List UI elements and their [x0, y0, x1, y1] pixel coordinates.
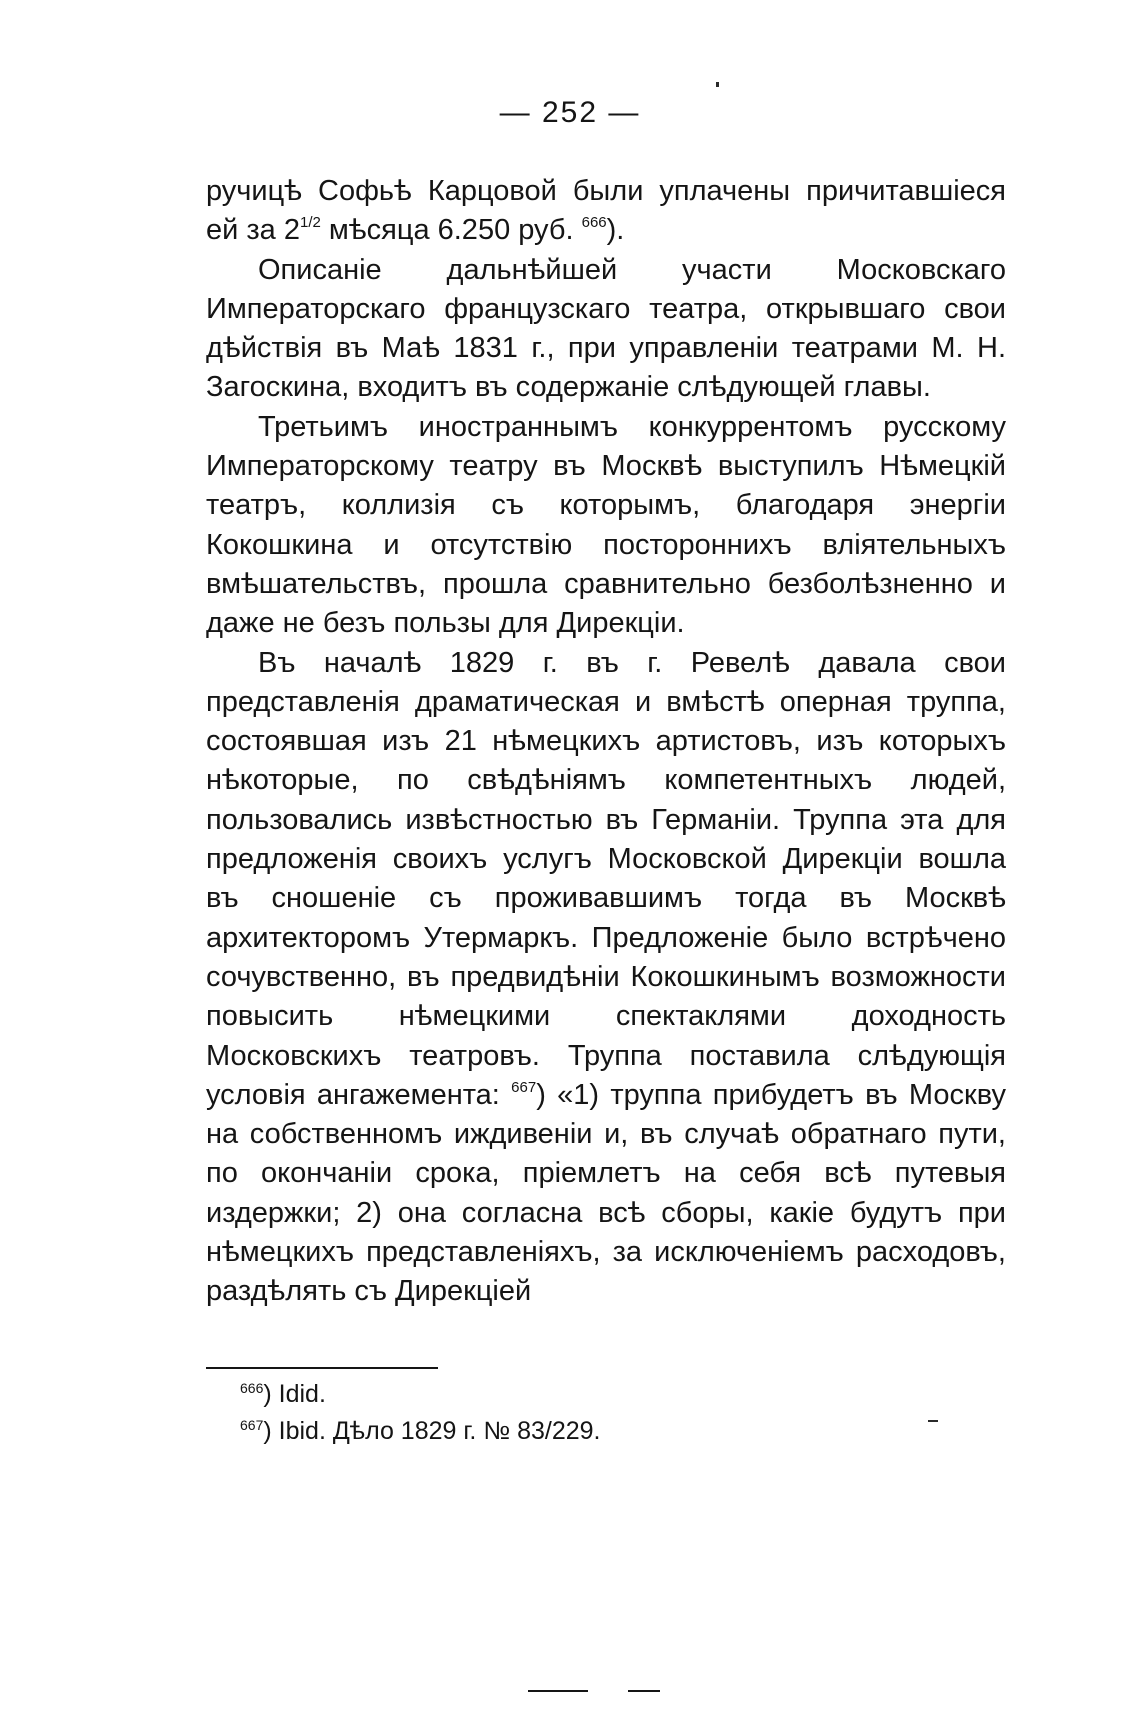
footnotes: [240, 1376, 940, 1450]
paragraph-4: [206, 644, 1006, 1312]
footnote-mark-667: 667: [240, 1417, 264, 1433]
footnote-text-666: ) Idid.: [263, 1380, 326, 1408]
page-number: — 252 —: [499, 96, 641, 129]
footnote-separator: [206, 1367, 438, 1369]
paragraph-1: [206, 172, 1006, 251]
paragraph-1-text-cont: мѣсяца 6.250 руб.: [320, 214, 582, 247]
scan-edge-mark: [628, 1690, 660, 1692]
footnote-666: [240, 1376, 940, 1413]
fraction-half: 1/2: [300, 214, 321, 232]
paragraph-4-text: Въ началѣ 1829 г. въ г. Ревелѣ давала свои представленія драматическая и вмѣстѣ оперная труппа, состоявшая изъ 21 нѣмецкихъ артистовъ, изъ которыхъ нѣкоторые, по свѣдѣніямъ компетентныхъ людей, пользовались извѣстностью въ Германіи. Труппа эта для предложенія своихъ услугъ Московской Дирекціи вошла въ сношеніе съ проживавшимъ тогда въ Москвѣ архитекторомъ Утермаркъ. Предложеніе было встрѣчено сочувственно, въ предвидѣніи Кокошкинымъ возможности повысить нѣмецкими спектаклями доходность Московскихъ театровъ. Труппа поставила слѣдующія условія ангажемента:: [206, 646, 1006, 1111]
footnote-text-667: ) Ibid. Дѣло 1829 г. № 83/229.: [263, 1417, 601, 1445]
footnote-ref-666: 666: [581, 214, 607, 232]
paragraph-3: Третьимъ иностраннымъ конкуррентомъ русскому Императорскому театру въ Москвѣ выступилъ Нѣмецкій театръ, коллизія съ которымъ, благодаря энергіи Кокошкина и отсутствію постороннихъ вліятельныхъ вмѣшательствъ, прошла сравнительно безболѣзненно и даже не безъ пользы для Дирекціи.: [206, 410, 1006, 640]
paragraph-1-text: ручицѣ Софьѣ Карцовой были уплачены причитавшіеся ей за 2: [206, 175, 1006, 247]
paragraph-2: Описаніе дальнѣйшей участи Московскаго Императорскаго французскаго театра, открывшаго свои дѣйствія въ Маѣ 1831 г., при управленіи театрами М. Н. Загоскина, входитъ въ содержаніе слѣдующей главы.: [206, 253, 1006, 404]
footnote-ref-667: 667: [511, 1078, 537, 1096]
scan-edge-mark: [528, 1690, 588, 1692]
footnote-mark-666: 666: [240, 1380, 264, 1396]
main-text: [206, 172, 1006, 1312]
scan-speck: [928, 1420, 938, 1422]
scan-speck: [716, 82, 719, 87]
footnote-667: [240, 1413, 940, 1450]
paragraph-4-text-cont: ) «1) труппа прибудетъ въ Москву на собственномъ иждивеніи и, въ случаѣ обратнаго пути, по окончаніи срока, пріемлетъ на себя всѣ путевыя издержки; 2) она согласна всѣ сборы, какіе будутъ при нѣмецкихъ представленіяхъ, за исключеніемъ расходовъ, раздѣлять съ Дирекціей: [206, 1078, 1006, 1308]
paragraph-1-text-end: ).: [606, 214, 625, 247]
